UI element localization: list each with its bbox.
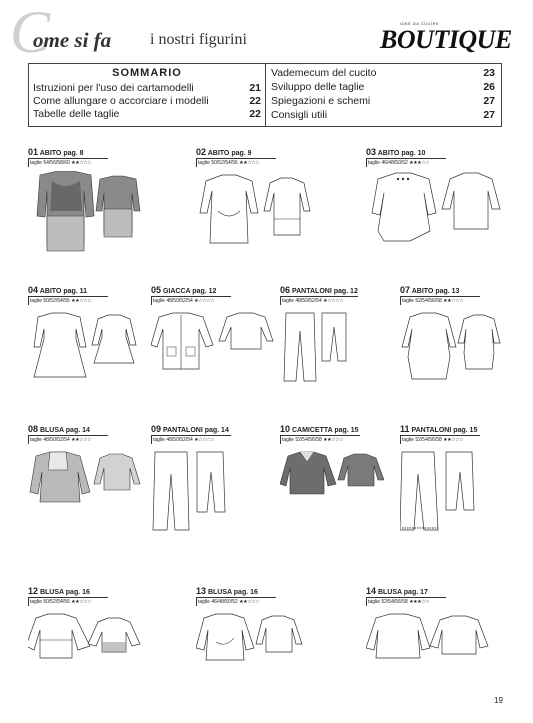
- brand-logo: BOUTIQUE: [380, 25, 512, 54]
- model-card[interactable]: [196, 147, 321, 257]
- model-title: 04 ABITO pag. 11: [28, 285, 88, 295]
- model-title: 11 PANTALONI pag. 15: [400, 424, 478, 434]
- toc-entry-label[interactable]: Spiegazioni e schemi: [271, 95, 371, 107]
- title-rule: [400, 435, 480, 436]
- trousers-sketch: [400, 450, 505, 534]
- toc-entry-label[interactable]: Istruzioni per l'uso dei cartamodelli: [33, 82, 194, 94]
- model-title: 09 PANTALONI pag. 14: [151, 424, 229, 434]
- trousers-sketch: [151, 450, 266, 534]
- title-rule: [28, 597, 108, 598]
- model-card[interactable]: [28, 285, 143, 385]
- table-of-contents: [28, 63, 502, 127]
- toc-heading: SOMMARIO: [112, 67, 182, 79]
- model-card[interactable]: [366, 147, 506, 257]
- model-title: 12 BLUSA pag. 16: [28, 586, 90, 596]
- model-sizes: taglie 50/52/54/56 ★★☆☆☆: [30, 599, 92, 605]
- model-card[interactable]: [280, 424, 390, 534]
- blouse-sketch: [366, 612, 496, 666]
- model-card[interactable]: [400, 424, 505, 534]
- page-number: 19: [494, 696, 503, 705]
- title-rule: [280, 296, 358, 297]
- title-rule: [196, 597, 276, 598]
- model-sizes: taglie 52/54/56/58 ★★☆☆☆: [402, 298, 464, 304]
- model-card[interactable]: [28, 586, 143, 666]
- model-title: 01 ABITO pag. 8: [28, 147, 84, 157]
- model-card[interactable]: [28, 424, 143, 534]
- size-bar: [196, 159, 197, 167]
- model-sizes: taglie 48/50/52/54 ★☆☆☆☆: [282, 298, 344, 304]
- header-initial: C: [10, 0, 51, 65]
- blouse-sketch: [196, 612, 306, 666]
- toc-entry-page: 21: [249, 82, 261, 94]
- title-rule: [151, 296, 231, 297]
- toc-entry-page: 23: [483, 67, 495, 79]
- model-title: 05 GIACCA pag. 12: [151, 285, 217, 295]
- dress-sketch: [28, 311, 143, 385]
- model-title: 13 BLUSA pag. 16: [196, 586, 258, 596]
- model-card[interactable]: [280, 285, 360, 385]
- title-rule: [400, 296, 480, 297]
- size-bar: [28, 297, 29, 305]
- toc-entry-label[interactable]: Sviluppo delle taglie: [271, 81, 365, 93]
- size-bar: [196, 598, 197, 606]
- model-title: 06 PANTALONI pag. 12: [280, 285, 358, 295]
- size-bar: [28, 598, 29, 606]
- model-sizes: taglie 50/52/54/56 ★★☆☆☆: [198, 160, 260, 166]
- brand-tagline: IDEE DA CUCIRE: [400, 21, 440, 26]
- title-rule: [366, 158, 446, 159]
- size-bar: [280, 297, 281, 305]
- model-title: 02 ABITO pag. 9: [196, 147, 252, 157]
- size-bar: [28, 159, 29, 167]
- title-rule: [196, 158, 276, 159]
- model-sizes: taglie 46/48/50/52 ★★★☆☆: [368, 160, 430, 166]
- jacket-sketch: [151, 311, 276, 373]
- model-sizes: taglie 52/54/56/58 ★★★☆☆: [368, 599, 430, 605]
- model-sizes: taglie 46/48/50/52 ★★☆☆☆: [198, 599, 260, 605]
- size-bar: [151, 297, 152, 305]
- title-rule: [366, 597, 446, 598]
- model-title: 03 ABITO pag. 10: [366, 147, 426, 157]
- dress-sketch: [400, 311, 505, 385]
- toc-entry-page: 22: [249, 108, 261, 120]
- model-sizes: taglie 48/50/52/54 ★☆☆☆☆: [153, 298, 215, 304]
- size-bar: [400, 436, 401, 444]
- shirt-sketch: [280, 450, 390, 500]
- size-bar: [151, 436, 152, 444]
- model-card[interactable]: [196, 586, 306, 666]
- trousers-sketch: [280, 311, 360, 385]
- toc-entry-label[interactable]: Vademecum del cucito: [271, 67, 377, 79]
- model-sizes: taglie 50/52/54/56 ★★☆☆☆: [30, 298, 92, 304]
- toc-entry-label[interactable]: Come allungare o accorciare i modelli: [33, 95, 209, 107]
- toc-entry-page: 22: [249, 95, 261, 107]
- blouse-sketch: [28, 450, 143, 510]
- title-rule: [28, 158, 108, 159]
- model-card[interactable]: [366, 586, 496, 666]
- toc-entry-page: 27: [483, 95, 495, 107]
- title-rule: [28, 296, 108, 297]
- model-sizes: taglie 48/50/52/54 ★★☆☆☆: [30, 437, 92, 443]
- page-subtitle: i nostri figurini: [150, 31, 247, 48]
- toc-divider: [265, 64, 266, 126]
- model-card[interactable]: [151, 285, 276, 385]
- toc-entry-label[interactable]: Consigli utili: [271, 109, 328, 121]
- title-rule: [280, 435, 360, 436]
- model-sizes: taglie 54/56/58/60 ★★☆☆☆: [30, 160, 92, 166]
- size-bar: [280, 436, 281, 444]
- model-card[interactable]: [400, 285, 505, 385]
- model-title: 07 ABITO pag. 13: [400, 285, 460, 295]
- model-sizes: taglie 52/54/56/58 ★★☆☆☆: [282, 437, 344, 443]
- model-card[interactable]: [28, 147, 153, 257]
- size-bar: [400, 297, 401, 305]
- dress-sketch: [28, 171, 153, 257]
- toc-entry-page: 27: [483, 109, 495, 121]
- toc-entry-label[interactable]: Tabelle delle taglie: [33, 108, 120, 120]
- size-bar: [28, 436, 29, 444]
- dress-sketch: [196, 173, 321, 257]
- model-sizes: taglie 52/54/56/58 ★★☆☆☆: [402, 437, 464, 443]
- dress-sketch: [366, 169, 506, 257]
- model-title: 14 BLUSA pag. 17: [366, 586, 428, 596]
- page-title: ome si fa: [33, 28, 112, 52]
- toc-entry-page: 26: [483, 81, 495, 93]
- model-sizes: taglie 48/50/52/54 ★☆☆☆☆: [153, 437, 215, 443]
- size-bar: [366, 598, 367, 606]
- size-bar: [366, 159, 367, 167]
- title-rule: [151, 435, 231, 436]
- model-title: 08 BLUSA pag. 14: [28, 424, 90, 434]
- blouse-sketch: [28, 612, 143, 666]
- title-rule: [28, 435, 108, 436]
- model-card[interactable]: [151, 424, 266, 534]
- model-title: 10 CAMICETTA pag. 15: [280, 424, 359, 434]
